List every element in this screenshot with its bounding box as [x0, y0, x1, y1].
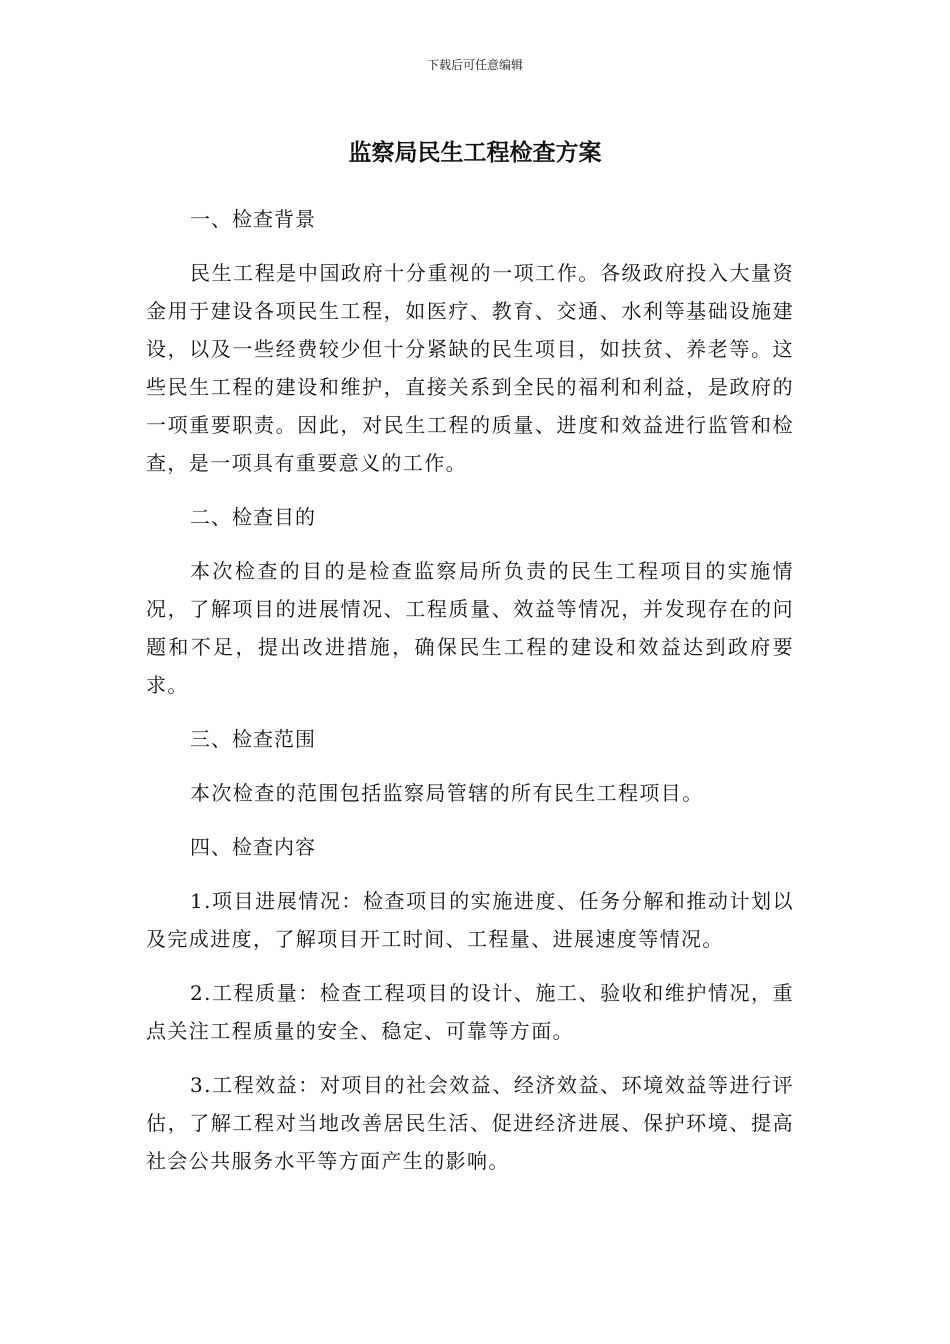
section-heading-scope: 三、检查范围: [190, 727, 316, 751]
section-heading-content: 四、检查内容: [190, 835, 316, 859]
list-item-progress: 1.项目进展情况：检查项目的实施进度、任务分解和推动计划以及完成进度，了解项目开工时间、工程量、进展速度等情况。: [146, 889, 794, 951]
paragraph-background: 民生工程是中国政府十分重视的一项工作。各级政府投入大量资金用于建设各项民生工程，如医疗、教育、交通、水利等基础设施建设，以及一些经费较少但十分紧缺的民生项目，如扶贫、养老等。这些民生工程的建设和维护，直接关系到全民的福利和利益，是政府的一项重要职责。因此，对民生工程的质量、进度和效益进行监管和检查，是一项具有重要意义的工作。: [146, 261, 794, 475]
document-body: [146, 200, 794, 1196]
section-heading-background: 一、检查背景: [190, 207, 316, 231]
section-heading-purpose: 二、检查目的: [190, 505, 316, 529]
list-item-quality: 2.工程质量：检查工程项目的设计、施工、验收和维护情况，重点关注工程质量的安全、稳定、可靠等方面。: [146, 981, 794, 1043]
header-note: 下载后可任意编辑: [426, 58, 523, 72]
document-title: 监察局民生工程检查方案: [348, 140, 602, 166]
list-item-benefit: 3.工程效益：对项目的社会效益、经济效益、环境效益等进行评估，了解工程对当地改善居民生活、促进经济进展、保护环境、提高社会公共服务水平等方面产生的影响。: [146, 1073, 794, 1173]
paragraph-scope: 本次检查的范围包括监察局管辖的所有民生工程项目。: [190, 781, 704, 805]
paragraph-purpose: 本次检查的目的是检查监察局所负责的民生工程项目的实施情况，了解项目的进展情况、工程质量、效益等情况，并发现存在的问题和不足，提出改进措施，确保民生工程的建设和效益达到政府要求。: [146, 559, 794, 697]
